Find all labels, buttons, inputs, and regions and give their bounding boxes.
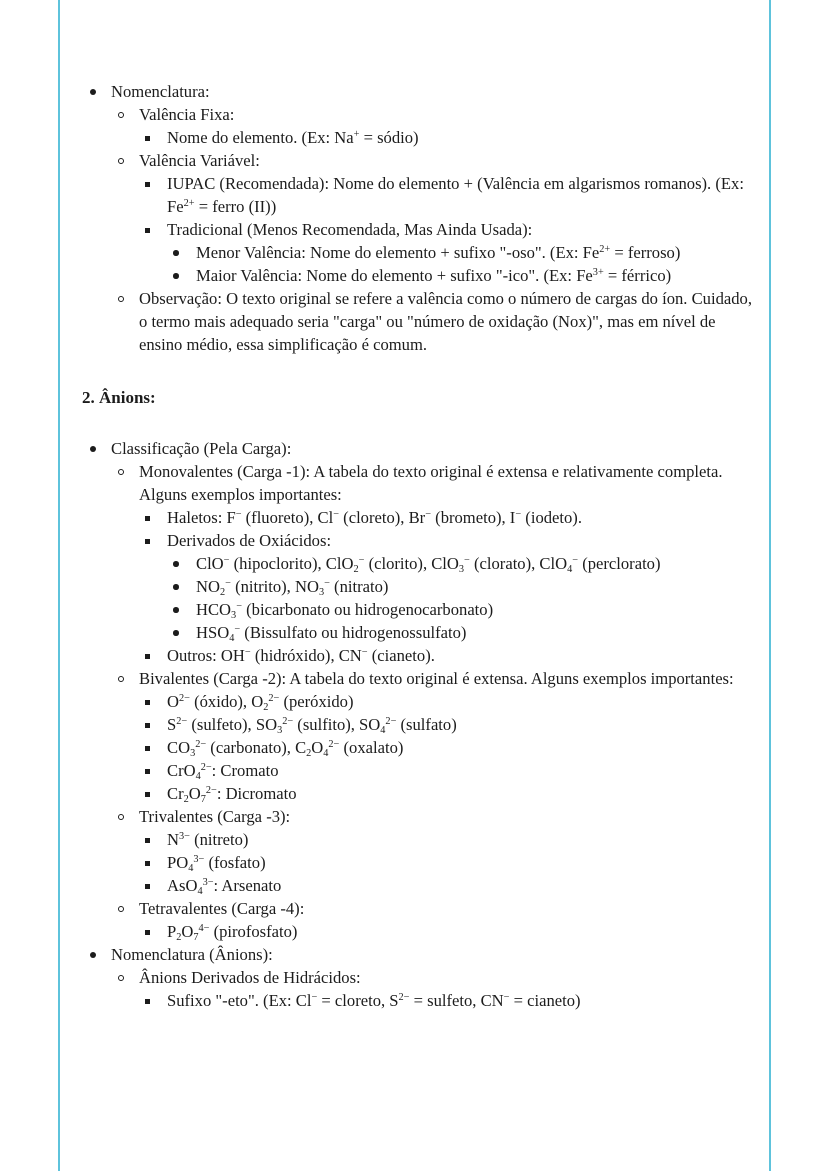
bivalentes-item: CrO$_4^{2-}$: Cromato — [167, 761, 279, 783]
bullet-square-icon — [139, 126, 159, 149]
cation-nomenclature-list — [82, 80, 754, 356]
nomenclatura-label: Nomenclatura: — [111, 82, 210, 101]
bullet-disc-icon — [167, 621, 187, 644]
valencia-fixa-item: Nome do elemento. (Ex: Na+ = sódio) — [167, 128, 419, 147]
bullet-disc-icon — [167, 264, 187, 287]
section-heading-anions: 2. Ânions: — [82, 388, 156, 407]
list-item — [139, 989, 754, 1012]
list-item — [139, 920, 754, 943]
maior-valencia-item: Maior Valência: Nome do elemento + sufixo "-ico". (Ex: $Fe^{3+}$ = férrico) — [196, 266, 672, 285]
trivalentes-item: $N^{3-}$ (nitreto) — [167, 830, 249, 849]
bivalentes-item: $O^{2-}$ (óxido), $O_2^{2-}$ (peróxido) — [167, 692, 354, 714]
bullet-disc-icon — [82, 943, 102, 966]
bullet-circle-icon — [111, 460, 131, 483]
derivados-label: Derivados de Oxiácidos: — [167, 531, 332, 550]
list-item — [139, 828, 754, 851]
tradicional-label: Tradicional (Menos Recomendada, Mas Ainda Usada): — [167, 220, 533, 239]
list-item — [167, 598, 754, 621]
list-item — [139, 736, 754, 759]
bullet-disc-icon — [167, 598, 187, 621]
derivados-item: $NO_2^-$ (nitrito), $NO_3^-$ (nitrato) — [196, 577, 389, 599]
list-item — [139, 644, 754, 667]
derivados-item: $HSO_4^-$ (Bissulfato ou hidrogenossulfato) — [196, 623, 467, 645]
bullet-square-icon — [139, 690, 159, 713]
bullet-disc-icon — [82, 80, 102, 103]
tetravalentes-label: Tetravalentes (Carga -4): — [139, 899, 305, 918]
bullet-circle-icon — [111, 667, 131, 690]
haletos-item: Haletos: F− (fluoreto), Cl− (cloreto), Br− (brometo), I− (iodeto). — [167, 508, 582, 527]
anions-nomenclatura-label: Nomenclatura (Ânions): — [111, 945, 273, 964]
valencia-variavel-label: Valência Variável: — [139, 151, 260, 170]
list-item — [139, 172, 754, 218]
list-item — [139, 713, 754, 736]
bivalentes-label: Bivalentes (Carga -2): A tabela do texto original é extensa. Alguns exemplos importantes: — [139, 669, 734, 688]
bullet-square-icon — [139, 828, 159, 851]
document-body — [82, 80, 754, 1012]
page-right-border — [769, 0, 771, 1171]
bivalentes-item: $Cr_2O_7^{2-}$: Dicromato — [167, 784, 297, 806]
list-item — [167, 264, 754, 287]
menor-valencia-item: Menor Valência: Nome do elemento + sufixo "-oso". (Ex: $Fe^{2+}$ = ferroso) — [196, 243, 681, 262]
monovalentes-label: Monovalentes (Carga -1): A tabela do texto original é extensa e relativamente completa. Alguns exemplos importantes: — [139, 462, 723, 504]
bullet-square-icon — [139, 736, 159, 759]
anions-list — [82, 437, 754, 1012]
bullet-square-icon — [139, 218, 159, 241]
list-item — [111, 460, 754, 667]
bullet-disc-icon — [167, 241, 187, 264]
list-item — [139, 529, 754, 644]
bullet-circle-icon — [111, 966, 131, 989]
list-item — [167, 552, 754, 575]
bullet-disc-icon — [167, 552, 187, 575]
bullet-square-icon — [139, 874, 159, 897]
derivados-item: $HCO_3^-$ (bicarbonato ou hidrogenocarbonato) — [196, 600, 494, 622]
list-item — [111, 287, 754, 356]
bullet-square-icon — [139, 989, 159, 1012]
observacao-text: Observação: O texto original se refere a valência como o número de cargas do íon. Cuidado, o termo mais adequado seria "carga" ou "número de oxidação (Nox)", mas em nível de ensino médio, essa simplificação é comum. — [139, 289, 752, 354]
page-left-border — [58, 0, 60, 1171]
bivalentes-item: $CO_3^{2-}$ (carbonato), $C_2O_4^{2-}$ (oxalato) — [167, 738, 404, 760]
bullet-circle-icon — [111, 103, 131, 126]
bullet-square-icon — [139, 920, 159, 943]
list-item — [167, 621, 754, 644]
iupac-item: IUPAC (Recomendada): Nome do elemento + (Valência em algarismos romanos). (Ex: $Fe^{2+}$ = ferro (II)) — [167, 174, 744, 216]
bullet-square-icon — [139, 782, 159, 805]
outros-item: Outros: OH− (hidróxido), CN− (cianeto). — [167, 646, 435, 665]
list-item — [82, 943, 754, 1012]
list-item — [139, 874, 754, 897]
bullet-circle-icon — [111, 149, 131, 172]
list-item — [111, 103, 754, 149]
list-item — [82, 80, 754, 356]
derivados-item: ClO− (hipoclorito), ClO$_2$− (clorito), ClO$_3$− (clorato), ClO$_4$− (perclorato) — [196, 554, 661, 576]
bullet-square-icon — [139, 506, 159, 529]
bullet-square-icon — [139, 759, 159, 782]
hidracidos-label: Ânions Derivados de Hidrácidos: — [139, 968, 361, 987]
list-item — [139, 690, 754, 713]
list-item — [139, 782, 754, 805]
list-item — [111, 897, 754, 943]
list-item — [139, 126, 754, 149]
bullet-square-icon — [139, 172, 159, 195]
bullet-circle-icon — [111, 805, 131, 828]
trivalentes-item: $PO_4^{3-}$ (fosfato) — [167, 853, 266, 875]
bullet-circle-icon — [111, 287, 131, 310]
trivalentes-item: AsO$_4^{3-}$: Arsenato — [167, 876, 282, 898]
list-item — [167, 575, 754, 598]
bullet-disc-icon — [82, 437, 102, 460]
list-item — [82, 437, 754, 943]
list-item — [111, 149, 754, 287]
bivalentes-item: $S^{2-}$ (sulfeto), $SO_3^{2-}$ (sulfito), $SO_4^{2-}$ (sulfato) — [167, 715, 457, 737]
list-item — [111, 966, 754, 1012]
hidracidos-item: Sufixo "-eto". (Ex: Cl− = cloreto, $S^{2-}$ = sulfeto, CN− = cianeto) — [167, 991, 581, 1010]
list-item — [139, 851, 754, 874]
list-item — [167, 241, 754, 264]
bullet-disc-icon — [167, 575, 187, 598]
list-item — [139, 506, 754, 529]
bullet-square-icon — [139, 851, 159, 874]
bullet-circle-icon — [111, 897, 131, 920]
list-item — [111, 667, 754, 805]
bullet-square-icon — [139, 713, 159, 736]
tetravalentes-item: $P_2O_7^{4-}$ (pirofosfato) — [167, 922, 298, 944]
valencia-fixa-label: Valência Fixa: — [139, 105, 235, 124]
list-item — [139, 759, 754, 782]
list-item — [111, 805, 754, 897]
classificacao-label: Classificação (Pela Carga): — [111, 439, 292, 458]
trivalentes-label: Trivalentes (Carga -3): — [139, 807, 291, 826]
list-item — [139, 218, 754, 287]
bullet-square-icon — [139, 529, 159, 552]
bullet-square-icon — [139, 644, 159, 667]
